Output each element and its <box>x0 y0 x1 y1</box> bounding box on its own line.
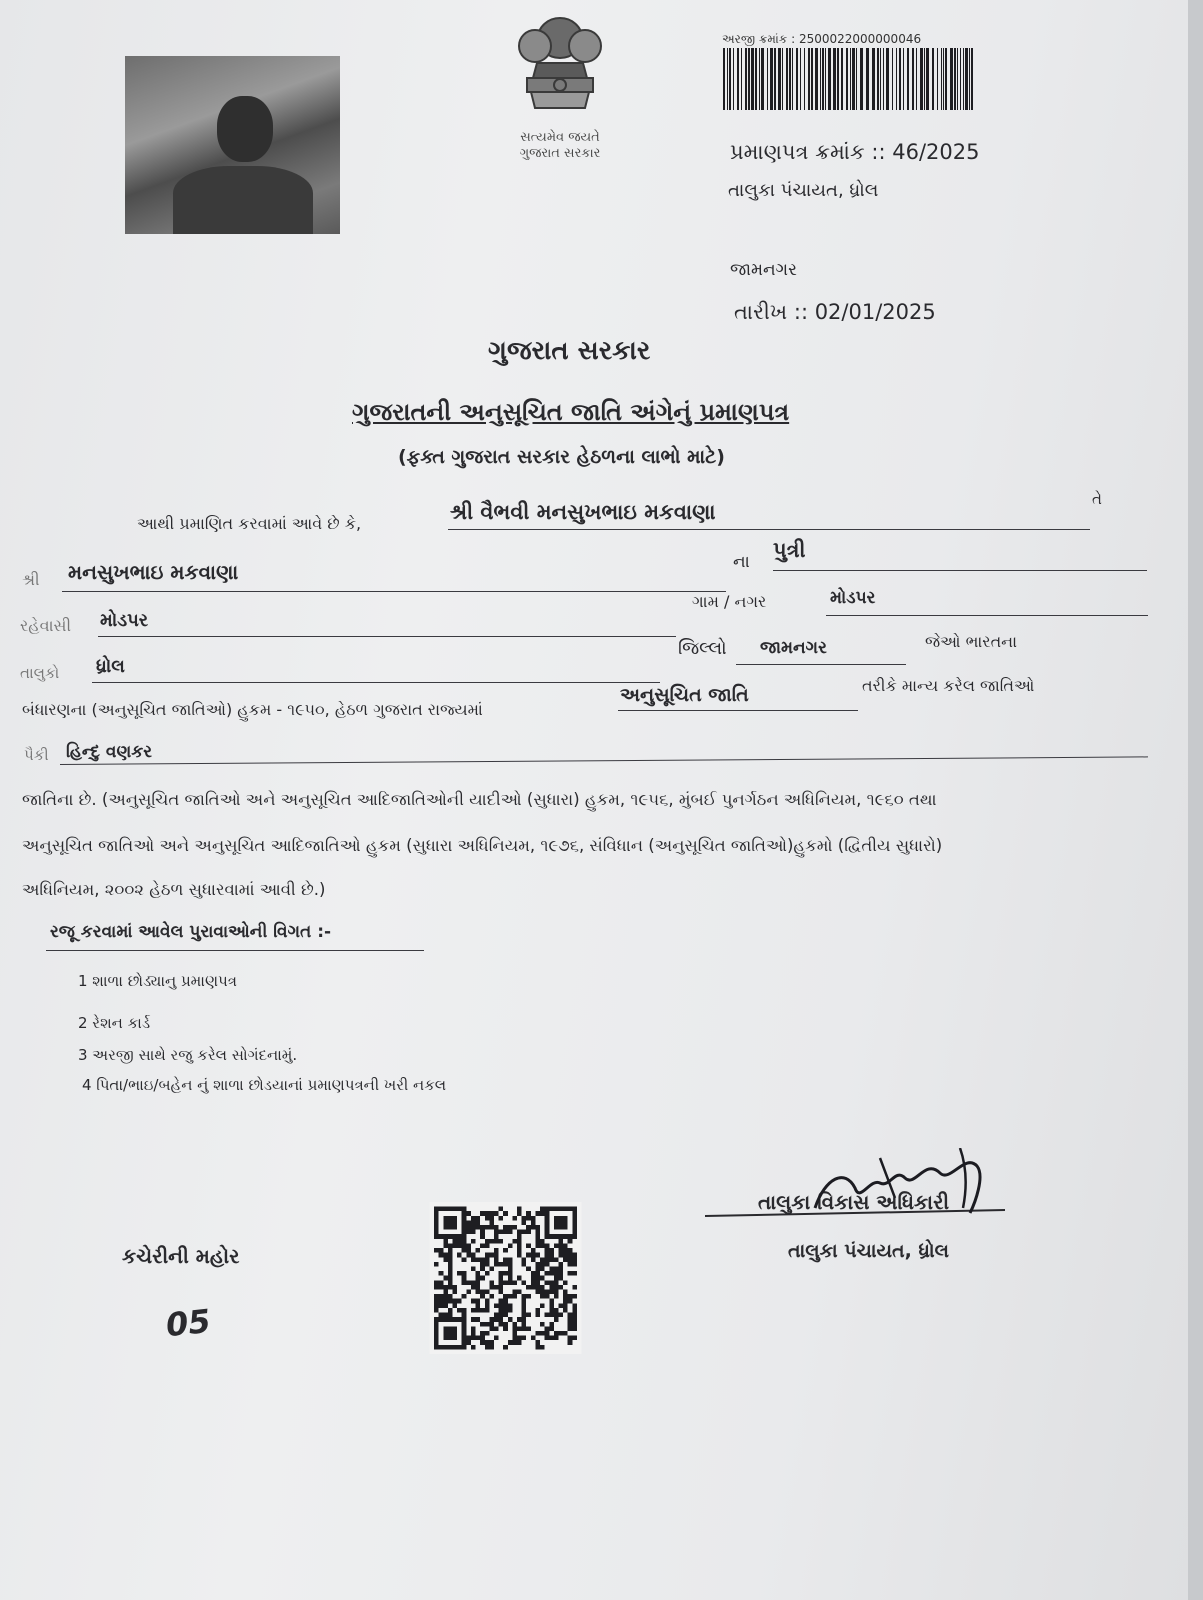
certificate-subtitle: (ફક્ત ગુજરાત સરકાર હેઠળના લાભો માટે) <box>398 446 725 468</box>
te-label: તે <box>1092 490 1102 508</box>
paragraph-line-1: જાતિના છે. (અનુસૂચિત જાતિઓ અને અનુસૂચિત આદિજાતિઓની યાદીઓ (સુધારા) હુકમ, ૧૯૫૬, મુંબઈ પુનર્ગઠન અધિનિયમ, ૧૯૬૦ તથા <box>22 790 937 809</box>
signatory-title: તાલુકા વિકાસ અધિકારી <box>758 1190 950 1214</box>
emblem-caption: સત્યમેવ જયતે ગુજરાત સરકાર <box>519 130 601 161</box>
evidence-item: 4 પિતા/ભાઇ/બહેન નું શાળા છોડયાનાં પ્રમાણપત્રની ખરી નકલ <box>82 1076 447 1094</box>
district-value: જામનગર <box>760 638 827 658</box>
recognized-text: તરીકે માન્ય કરેલ જાતિઓ <box>862 676 1035 695</box>
qr-code <box>423 1202 588 1354</box>
certificate-title: ગુજરાતની અનુસૂચિત જાતિ અંગેનું પ્રમાણપત્ર <box>352 398 790 426</box>
village-underline <box>826 615 1148 616</box>
application-number: અરજી ક્રમાંક : 2500022000000046 <box>722 32 922 46</box>
certificate-number: પ્રમાણપત્ર ક્રમાંક :: 46/2025 <box>730 140 980 164</box>
paragraph-line-3: અધિનિયમ, ૨૦૦૨ હેઠળ સુધારવામાં આવી છે.) <box>22 880 326 899</box>
category-underline <box>618 710 858 711</box>
father-name: મનસુખભાઇ મકવાણા <box>68 560 239 584</box>
issue-date: તારીખ :: 02/01/2025 <box>734 300 936 324</box>
scan-background <box>1188 0 1203 1600</box>
taluka-label: તાલુકો <box>20 664 60 682</box>
caste-value: હિન્દુ વણકર <box>66 742 153 762</box>
father-underline <box>62 591 726 592</box>
taluka-underline <box>92 682 660 683</box>
barcode <box>723 48 975 110</box>
village-value: મોડપર <box>830 588 876 608</box>
relation-underline <box>773 570 1147 571</box>
order-text: બંધારણના (અનુસૂચિત જાતિઓ) હુકમ - ૧૯૫૦, હેઠળ ગુજરાત રાજ્યમાં <box>22 700 483 719</box>
paragraph-line-2: અનુસૂચિત જાતિઓ અને અનુસૂચિત આદિજાતિઓ હુકમ (સુધારા અધિનિયમ, ૧૯૭૬, સંવિધાન (અનુસૂચિત જાતિઓ)હુકમો (દ્વિતીય સુધારો) <box>22 836 943 855</box>
relation: પુત્રી <box>773 538 806 562</box>
shri-label: શ્રી <box>22 570 40 589</box>
resident-underline <box>98 636 676 637</box>
na-label: ના <box>733 552 750 572</box>
issuing-office: તાલુકા પંચાયત, ધ્રોલ <box>728 180 879 201</box>
resident-label: રહેવાસી <box>20 616 72 635</box>
paiki-label: પૈકી <box>24 746 49 764</box>
evidence-item: 1 શાળા છોડ્યાનુ પ્રમાણપત્ર <box>78 972 237 990</box>
taluka-value: ધ્રોલ <box>96 656 125 677</box>
district-label: જિલ્લો <box>678 638 727 659</box>
intro-text: આથી પ્રમાણિત કરવામાં આવે છે કે, <box>137 514 362 533</box>
evidence-heading: રજૂ કરવામાં આવેલ પુરાવાઓની વિગત :- <box>50 922 332 942</box>
signatory-office: તાલુકા પંચાયત, ધ્રોલ <box>788 1240 949 1262</box>
resident-value: મોડપર <box>100 610 149 631</box>
applicant-photo <box>125 56 340 234</box>
holder-name: શ્રી વૈભવી મનસુખભાઇ મકવાણા <box>450 500 716 524</box>
seal-mark: 05 <box>164 1301 213 1345</box>
government-title: ગુજરાત સરકાર <box>488 336 651 366</box>
issuing-district: જામનગર <box>730 260 797 280</box>
name-underline <box>448 529 1090 530</box>
district-underline <box>736 664 906 665</box>
evidence-item: 3 અરજી સાથે રજુ કરેલ સોગંદનામું. <box>78 1046 298 1064</box>
seal-label: કચેરીની મહોર <box>122 1244 240 1268</box>
evidence-underline <box>46 950 424 951</box>
signature <box>705 1148 1005 1228</box>
evidence-item: 2 રેશન કાર્ડ <box>78 1014 151 1032</box>
category-value: અનુસૂચિત જાતિ <box>620 684 749 706</box>
village-label: ગામ / નગર <box>692 592 767 611</box>
state-emblem-icon <box>505 8 615 126</box>
bharat-label: જેઓ ભારતના <box>925 632 1018 651</box>
